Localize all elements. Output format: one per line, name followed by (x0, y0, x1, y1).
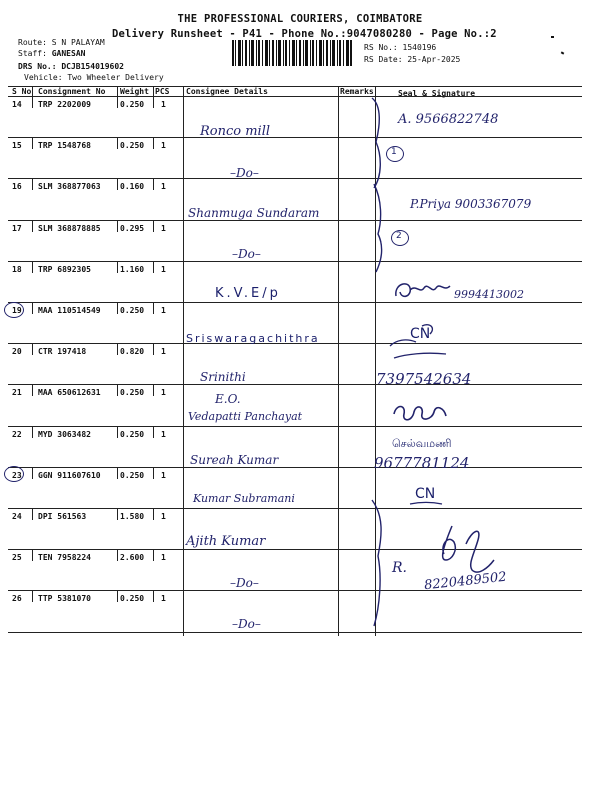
col-header-pcs: PCS (155, 87, 170, 96)
row-consignment-no: CTR 197418 (38, 347, 87, 357)
row-pcs: 1 (161, 306, 166, 315)
cell-divider (153, 467, 154, 479)
row-pcs: 1 (161, 553, 166, 563)
row-pcs: 1 (161, 223, 166, 233)
drs-number: DRS No.: DCJB154019602 (18, 62, 124, 71)
row-sno: 15 (12, 141, 22, 151)
cell-divider (32, 590, 33, 602)
row-sno: 19 (12, 306, 22, 315)
row-consignment-no: MAA 650612631 (38, 388, 101, 398)
row-pcs: 1 (161, 429, 166, 439)
row-sno: 24 (12, 512, 22, 521)
row-weight: 0.250 (120, 470, 145, 480)
cell-divider (153, 426, 154, 438)
col-header-sno: S No (12, 87, 32, 96)
cell-divider (117, 261, 118, 273)
row-consignment-no: DPI 561563 (38, 512, 87, 521)
rs-date: RS Date: 25-Apr-2025 (364, 55, 461, 64)
cell-divider (32, 137, 33, 149)
row-weight: 0.250 (120, 429, 145, 439)
cell-divider (153, 302, 154, 314)
row-sno: 21 (12, 388, 22, 398)
row-rule (8, 632, 582, 633)
row-sno: 20 (12, 347, 22, 357)
handwritten-ditto: –Do– (230, 576, 259, 590)
row-sno: 16 (12, 182, 22, 192)
handwritten-signature: செல்வமணி (392, 437, 452, 450)
table-row (8, 426, 582, 467)
row-pcs: 1 (161, 141, 166, 151)
handwritten-mark: 2 (396, 231, 402, 241)
row-pcs: 1 (161, 100, 166, 109)
row-pcs: 1 (161, 594, 166, 604)
cell-divider (32, 261, 33, 273)
row-consignment-no: TEN 7958224 (38, 553, 91, 563)
row-weight: 0.160 (120, 182, 145, 192)
handwritten-ditto: –Do– (232, 247, 261, 261)
row-weight: 0.250 (120, 388, 145, 398)
row-sno: 25 (12, 553, 22, 563)
barcode (232, 40, 352, 66)
cell-divider (32, 96, 33, 108)
cell-divider (153, 261, 154, 273)
col-header-weight: Weight (120, 87, 149, 96)
cell-divider (117, 220, 118, 232)
route-text: Route: S N PALAYAM (18, 38, 105, 47)
cell-divider (153, 96, 154, 108)
handwritten-ditto: –Do– (232, 617, 261, 631)
handwritten-signature: A. 9566822748 (398, 112, 499, 127)
handwritten-mark: CN (415, 486, 436, 502)
dot-mark (551, 36, 554, 38)
table-row (8, 343, 582, 384)
row-sno: 17 (12, 223, 22, 233)
staff-label: Staff: (18, 49, 47, 58)
cell-divider (117, 590, 118, 602)
col-divider (117, 86, 118, 96)
row-consignment-no: MYD 3063482 (38, 429, 91, 439)
circle-mark (4, 466, 24, 482)
cell-divider (32, 508, 33, 520)
table-row (8, 467, 582, 508)
row-consignment-no: GGN 911607610 (38, 470, 101, 480)
cell-divider (117, 508, 118, 520)
row-weight: 0.250 (120, 141, 145, 151)
row-pcs: 1 (161, 264, 166, 274)
handwritten-consignee: Shanmuga Sundaram (188, 206, 320, 220)
table-row (8, 137, 582, 178)
handwritten-phone: 9677781124 (374, 454, 470, 472)
cell-divider (153, 590, 154, 602)
cell-divider (153, 343, 154, 355)
col-header-seal: Seal & Signature (398, 89, 476, 98)
vehicle-text: Vehicle: Two Wheeler Delivery (24, 73, 164, 82)
table-row (8, 590, 582, 631)
row-consignment-no: TRP 2202009 (38, 100, 91, 109)
cell-divider (32, 302, 33, 314)
runsheet-title: Delivery Runsheet - P41 - Phone No.:9047080280 - Page No.:2 (112, 28, 497, 40)
cell-divider (117, 549, 118, 561)
row-consignment-no: TRP 6892305 (38, 264, 91, 274)
cell-divider (153, 178, 154, 190)
cell-divider (32, 178, 33, 190)
row-consignment-no: TRP 1548768 (38, 141, 91, 151)
handwritten-consignee: Vedapatti Panchayat (188, 410, 303, 423)
staff-name: GANESAN (51, 49, 86, 58)
handwritten-mark: R. (392, 560, 407, 576)
handwritten-consignee: Kumar Subramani (193, 492, 295, 505)
handwritten-consignee: Srinithi (200, 370, 246, 384)
col-header-consignee: Consignee Details (186, 87, 268, 96)
col-divider (32, 86, 33, 96)
cell-divider (32, 549, 33, 561)
handwritten-phone: 8220489502 (423, 569, 508, 594)
company-title: THE PROFESSIONAL COURIERS, COIMBATORE (177, 13, 423, 25)
cell-divider (32, 467, 33, 479)
cell-divider (117, 426, 118, 438)
cell-divider (117, 178, 118, 190)
row-sno: 14 (12, 100, 22, 109)
row-pcs: 1 (161, 347, 166, 357)
handwritten-consignee: Sriswaragachithra (186, 332, 320, 345)
cell-divider (117, 384, 118, 396)
handwritten-signature: P.Priya 9003367079 (410, 197, 532, 211)
row-consignment-no: SLM 368878885 (38, 223, 101, 233)
row-weight: 0.250 (120, 594, 145, 604)
row-sno: 23 (12, 470, 22, 480)
row-consignment-no: SLM 368877063 (38, 182, 101, 192)
row-sno: 18 (12, 264, 22, 274)
cell-divider (32, 343, 33, 355)
row-weight: 0.250 (120, 100, 145, 109)
col-header-remarks: Remarks (340, 87, 374, 96)
cell-divider (153, 137, 154, 149)
handwritten-note: E.O. (215, 392, 241, 406)
row-weight: 1.580 (120, 512, 145, 521)
dot-mark (561, 51, 565, 54)
handwritten-consignee: Ronco mill (200, 124, 271, 139)
cell-divider (32, 426, 33, 438)
row-consignment-no: TTP 5381070 (38, 594, 91, 604)
cell-divider (117, 137, 118, 149)
circle-mark (4, 302, 24, 318)
handwritten-phone: 9994413002 (454, 288, 524, 301)
cell-divider (153, 508, 154, 520)
rs-number: RS No.: 1540196 (364, 43, 437, 52)
cell-divider (153, 549, 154, 561)
handwritten-mark: 1 (391, 147, 397, 157)
cell-divider (117, 467, 118, 479)
cell-divider (117, 96, 118, 108)
row-weight: 0.820 (120, 347, 145, 357)
signature-scribble (392, 278, 452, 304)
cell-divider (32, 220, 33, 232)
cell-divider (153, 220, 154, 232)
signature-scribble (408, 482, 444, 508)
row-pcs: 1 (161, 388, 166, 398)
table-row (8, 220, 582, 261)
col-header-consignment: Consignment No (38, 87, 106, 96)
handwritten-consignee: Ajith Kumar (186, 534, 266, 549)
row-weight: 0.295 (120, 223, 145, 233)
col-divider (153, 86, 154, 96)
cell-divider (117, 343, 118, 355)
cell-divider (32, 384, 33, 396)
row-pcs: 1 (161, 512, 166, 521)
cell-divider (153, 384, 154, 396)
row-pcs: 1 (161, 182, 166, 192)
staff-field (18, 48, 85, 59)
row-weight: 2.600 (120, 553, 145, 563)
handwritten-consignee: K.V.E/p (215, 286, 281, 301)
handwritten-consignee: Sureah Kumar (190, 453, 279, 467)
handwritten-mark: CN (410, 326, 431, 342)
handwritten-ditto: –Do– (230, 166, 259, 180)
row-sno: 26 (12, 594, 22, 604)
row-weight: 1.160 (120, 264, 145, 274)
brace-marks (360, 96, 400, 636)
cell-divider (117, 302, 118, 314)
row-consignment-no: MAA 110514549 (38, 306, 101, 315)
handwritten-phone: 7397542634 (376, 370, 472, 388)
row-pcs: 1 (161, 470, 166, 480)
row-weight: 0.250 (120, 306, 145, 315)
row-sno: 22 (12, 429, 22, 439)
